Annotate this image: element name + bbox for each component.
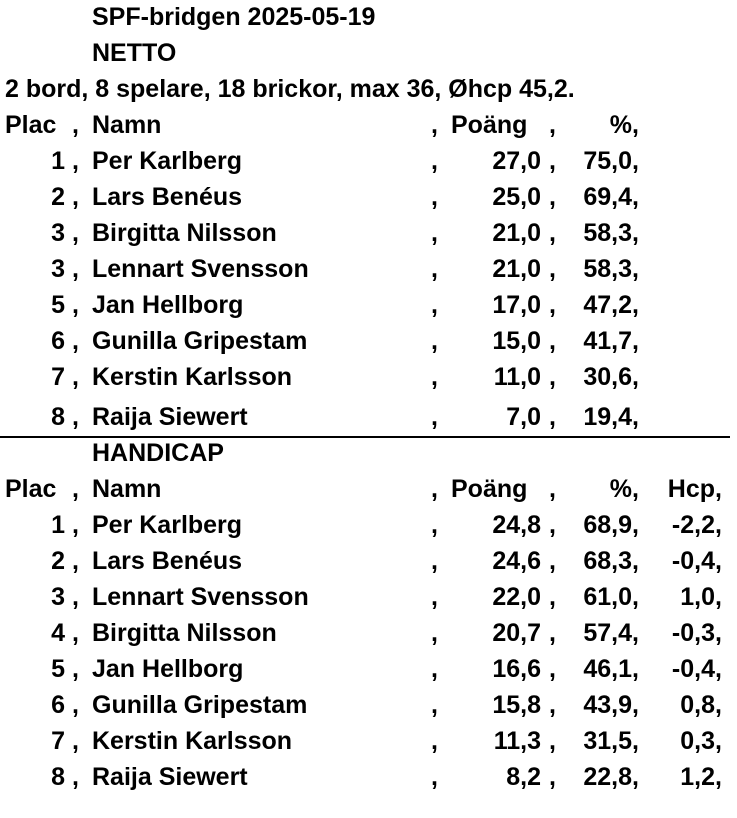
separator: , [632, 655, 639, 683]
points: 17,0 [492, 291, 541, 319]
separator: , [431, 691, 438, 719]
separator: , [431, 327, 438, 355]
separator: , [715, 511, 722, 539]
handicap: -2,2 [671, 511, 715, 539]
separator: , [72, 691, 79, 719]
player-name: Lennart Svensson [92, 255, 309, 283]
separator: , [549, 511, 556, 539]
table-row [0, 582, 737, 612]
player-name: Birgitta Nilsson [92, 619, 277, 647]
table-row [0, 546, 737, 576]
percent: 61,0 [583, 583, 632, 611]
points: 21,0 [492, 219, 541, 247]
table-row [0, 182, 737, 212]
table-row [0, 690, 737, 720]
netto-header-row [0, 110, 737, 140]
table-row [0, 254, 737, 284]
percent: 69,4 [583, 183, 632, 211]
col-header-poang: Poäng [451, 475, 528, 503]
separator: , [632, 763, 639, 791]
col-header-poang: Poäng [451, 111, 528, 139]
table-row [0, 726, 737, 756]
col-header-plac: Plac [5, 475, 57, 503]
separator: , [632, 619, 639, 647]
separator: , [549, 475, 556, 503]
col-header-pct: % [609, 475, 632, 503]
separator: , [715, 547, 722, 575]
event-info: 2 bord, 8 spelare, 18 brickor, max 36, Øhcp 45,2. [5, 75, 575, 103]
table-row [0, 618, 737, 648]
points: 16,6 [492, 655, 541, 683]
points: 15,0 [492, 327, 541, 355]
separator: , [715, 691, 722, 719]
separator: , [72, 475, 79, 503]
page-title: SPF-bridgen 2025-05-19 [92, 3, 376, 31]
percent: 68,3 [583, 547, 632, 575]
plac: 3 [51, 219, 65, 247]
separator: , [632, 583, 639, 611]
separator: , [549, 619, 556, 647]
plac: 2 [51, 183, 65, 211]
separator: , [431, 255, 438, 283]
separator: , [72, 183, 79, 211]
handicap: 1,0 [680, 583, 715, 611]
separator: , [72, 327, 79, 355]
table-row [0, 362, 737, 392]
percent: 47,2 [583, 291, 632, 319]
separator: , [632, 291, 639, 319]
plac: 4 [51, 619, 65, 647]
separator: , [549, 111, 556, 139]
separator: , [431, 403, 438, 431]
separator: , [431, 363, 438, 391]
separator: , [632, 691, 639, 719]
separator: , [431, 511, 438, 539]
plac: 6 [51, 691, 65, 719]
separator: , [72, 255, 79, 283]
separator: , [72, 655, 79, 683]
separator: , [632, 727, 639, 755]
separator: , [549, 219, 556, 247]
player-name: Per Karlberg [92, 511, 243, 539]
separator: , [632, 511, 639, 539]
separator: , [715, 655, 722, 683]
plac: 3 [51, 255, 65, 283]
separator: , [549, 727, 556, 755]
player-name: Jan Hellborg [92, 291, 244, 319]
handicap: 0,3 [680, 727, 715, 755]
player-name: Per Karlberg [92, 147, 243, 175]
percent: 57,4 [583, 619, 632, 647]
plac: 2 [51, 547, 65, 575]
separator: , [72, 147, 79, 175]
separator: , [549, 655, 556, 683]
separator: , [632, 403, 639, 431]
separator: , [549, 327, 556, 355]
col-header-pct: % [609, 111, 632, 139]
player-name: Birgitta Nilsson [92, 219, 277, 247]
separator: , [549, 147, 556, 175]
separator: , [72, 219, 79, 247]
player-name: Lars Benéus [92, 183, 243, 211]
player-name: Gunilla Gripestam [92, 327, 308, 355]
percent: 19,4 [583, 403, 632, 431]
plac: 7 [51, 727, 65, 755]
separator: , [72, 619, 79, 647]
percent: 43,9 [583, 691, 632, 719]
separator: , [431, 183, 438, 211]
player-name: Raija Siewert [92, 403, 248, 431]
plac: 6 [51, 327, 65, 355]
table-row [0, 762, 737, 792]
player-name: Kerstin Karlsson [92, 727, 293, 755]
table-row [0, 146, 737, 176]
col-header-namn: Namn [92, 475, 162, 503]
player-name: Gunilla Gripestam [92, 691, 308, 719]
player-name: Jan Hellborg [92, 655, 244, 683]
separator: , [549, 403, 556, 431]
handicap: -0,3 [671, 619, 715, 647]
table-row [0, 290, 737, 320]
percent: 41,7 [583, 327, 632, 355]
plac: 3 [51, 583, 65, 611]
separator: , [632, 111, 639, 139]
separator: , [549, 691, 556, 719]
separator: , [632, 219, 639, 247]
separator: , [431, 655, 438, 683]
separator: , [72, 291, 79, 319]
separator: , [632, 255, 639, 283]
points: 27,0 [492, 147, 541, 175]
handicap: -0,4 [671, 547, 715, 575]
col-header-hcp: Hcp [667, 475, 715, 503]
separator: , [549, 183, 556, 211]
points: 25,0 [492, 183, 541, 211]
percent: 22,8 [583, 763, 632, 791]
separator: , [72, 363, 79, 391]
separator: , [431, 763, 438, 791]
handicap-header-row [0, 474, 737, 504]
separator: , [549, 583, 556, 611]
separator: , [431, 583, 438, 611]
separator: , [715, 475, 722, 503]
plac: 7 [51, 363, 65, 391]
separator: , [72, 547, 79, 575]
points: 21,0 [492, 255, 541, 283]
points: 22,0 [492, 583, 541, 611]
handicap-section-title: HANDICAP [92, 439, 224, 467]
col-header-namn: Namn [92, 111, 162, 139]
handicap: 0,8 [680, 691, 715, 719]
separator: , [72, 403, 79, 431]
separator: , [632, 363, 639, 391]
percent: 58,3 [583, 219, 632, 247]
player-name: Lars Benéus [92, 547, 243, 575]
separator: , [715, 763, 722, 791]
separator: , [632, 475, 639, 503]
separator: , [431, 619, 438, 647]
plac: 5 [51, 291, 65, 319]
points: 7,0 [506, 403, 541, 431]
percent: 31,5 [583, 727, 632, 755]
points: 20,7 [492, 619, 541, 647]
separator: , [549, 255, 556, 283]
separator: , [632, 183, 639, 211]
separator: , [715, 583, 722, 611]
separator: , [72, 583, 79, 611]
separator: , [72, 763, 79, 791]
separator: , [632, 327, 639, 355]
separator: , [431, 475, 438, 503]
points: 8,2 [506, 763, 541, 791]
separator: , [431, 291, 438, 319]
percent: 68,9 [583, 511, 632, 539]
separator: , [431, 111, 438, 139]
separator: , [72, 511, 79, 539]
handicap: 1,2 [680, 763, 715, 791]
separator: , [632, 147, 639, 175]
percent: 46,1 [583, 655, 632, 683]
points: 24,6 [492, 547, 541, 575]
netto-section-title: NETTO [92, 39, 177, 67]
plac: 5 [51, 655, 65, 683]
separator: , [72, 727, 79, 755]
player-name: Lennart Svensson [92, 583, 309, 611]
separator: , [632, 547, 639, 575]
table-row [0, 218, 737, 248]
separator: , [549, 763, 556, 791]
percent: 58,3 [583, 255, 632, 283]
points: 24,8 [492, 511, 541, 539]
separator: , [715, 619, 722, 647]
plac: 8 [51, 403, 65, 431]
separator: , [431, 219, 438, 247]
table-row [0, 654, 737, 684]
separator: , [549, 547, 556, 575]
separator: , [72, 111, 79, 139]
points: 11,0 [493, 363, 541, 391]
handicap: -0,4 [671, 655, 715, 683]
plac: 1 [51, 511, 65, 539]
percent: 75,0 [583, 147, 632, 175]
percent: 30,6 [583, 363, 632, 391]
plac: 8 [51, 763, 65, 791]
table-row [0, 510, 737, 540]
points: 15,8 [492, 691, 541, 719]
player-name: Raija Siewert [92, 763, 248, 791]
player-name: Kerstin Karlsson [92, 363, 293, 391]
separator: , [431, 727, 438, 755]
separator: , [715, 727, 722, 755]
separator: , [431, 547, 438, 575]
separator: , [431, 147, 438, 175]
col-header-plac: Plac [5, 111, 57, 139]
plac: 1 [51, 147, 65, 175]
separator: , [549, 291, 556, 319]
points: 11,3 [493, 727, 541, 755]
separator: , [549, 363, 556, 391]
table-row [0, 326, 737, 356]
table-row [0, 402, 737, 432]
